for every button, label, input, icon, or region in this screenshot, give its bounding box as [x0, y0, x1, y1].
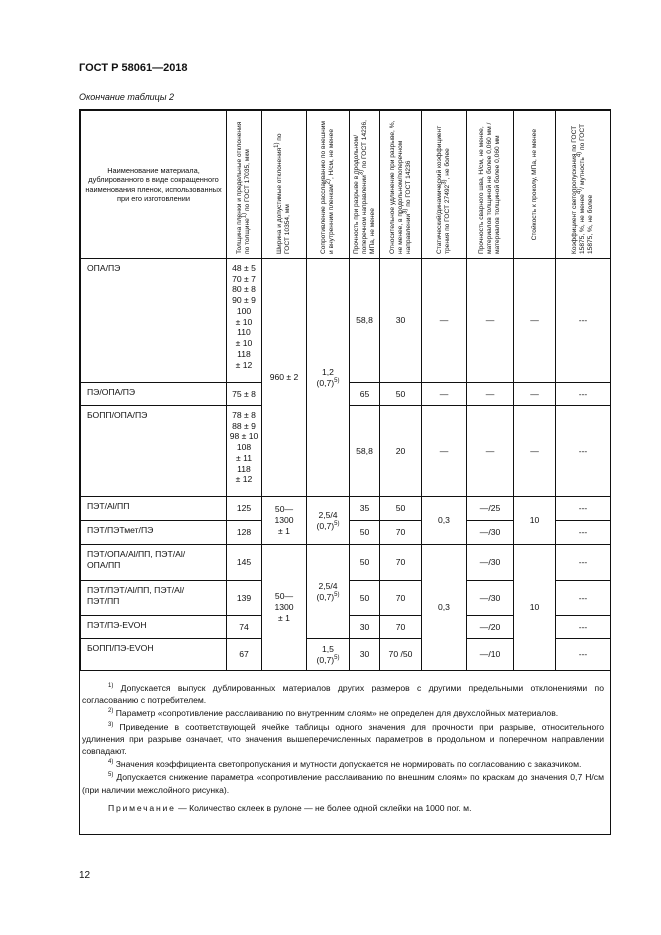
header-puncture: Стойкость к проколу, МПа, не менее — [514, 111, 556, 259]
puncture-cell: 10 — [514, 497, 556, 545]
seal-cell: —/30 — [467, 545, 514, 581]
material-name: БОПП/ОПА/ПЭ — [81, 406, 227, 497]
light-cell: --- — [556, 406, 611, 497]
seal-cell: — — [467, 259, 514, 383]
thickness-cell: 48 ± 5 70 ± 7 80 ± 8 90 ± 9 100 ± 10 110 ± 10 118 ± 12 — [227, 259, 262, 383]
friction-cell: — — [422, 383, 467, 406]
elongation-cell: 70 — [380, 616, 422, 639]
footnote-1: $^{1)}$ Допускается выпуск дублированных материалов других размеров с другими предельными отклонениями по согласованию с потребителем. — [82, 683, 604, 706]
seal-cell: —/30 — [467, 581, 514, 616]
puncture-cell: 10 — [514, 545, 556, 671]
elongation-cell: 70 — [380, 521, 422, 545]
tensile-cell: 30 — [350, 639, 380, 671]
elongation-cell: 30 — [380, 259, 422, 383]
material-name: БОПП/ПЭ-EVOH — [81, 639, 227, 671]
header-delamination: Сопротивление расслаиванию по внешним и внутренним пленкам$^{2)}$, Н/см, не менее — [307, 111, 350, 259]
tensile-cell: 35 — [350, 497, 380, 521]
thickness-cell: 75 ± 8 — [227, 383, 262, 406]
elongation-cell: 70 — [380, 581, 422, 616]
tensile-cell: 58,8 — [350, 259, 380, 383]
thickness-cell: 128 — [227, 521, 262, 545]
thickness-cell: 74 — [227, 616, 262, 639]
light-cell: --- — [556, 383, 611, 406]
thickness-cell: 139 — [227, 581, 262, 616]
light-cell: --- — [556, 497, 611, 521]
elongation-cell: 70 — [380, 545, 422, 581]
seal-cell: — — [467, 406, 514, 497]
friction-cell: 0,3 — [422, 545, 467, 671]
tensile-cell: 50 — [350, 545, 380, 581]
header-elongation: Относительное удлинение при разрыве, %, не менее, в продольном/поперечном направлении$^{3)}$ по ГОСТ 14236 — [380, 111, 422, 259]
remark-text: — Количество склеек в рулоне — не более одной склейки на 1000 пог. м. — [175, 802, 472, 813]
footnote-2: $^{2)}$ Параметр «сопротивление расслаиванию по внутренним слоям» не определен для двухслойных материалов. — [108, 708, 559, 719]
puncture-cell: — — [514, 259, 556, 383]
material-name: ПЭТ/Al/ПП — [81, 497, 227, 521]
material-name: ПЭТ/ПЭТмет/ПЭ — [81, 521, 227, 545]
light-cell: --- — [556, 639, 611, 671]
delamination-cell: 1,2 $(0,7)^{5)}$ — [307, 259, 350, 497]
seal-cell: — — [467, 383, 514, 406]
friction-cell: 0,3 — [422, 497, 467, 545]
thickness-cell: 67 — [227, 639, 262, 671]
header-light-transmission: Коэффициент светопропускания по ГОСТ 15875, %, не менее$^{4)}$/ мутность$^{4)}$ по ГОСТ 15875, %, не более — [556, 111, 611, 259]
table-remark — [82, 802, 604, 814]
thickness-cell: 125 — [227, 497, 262, 521]
tensile-cell: 30 — [350, 616, 380, 639]
elongation-cell: 20 — [380, 406, 422, 497]
header-friction: Статический/динамический коэффициент трения по ГОСТ 27492$^{3)}$, не более — [422, 111, 467, 259]
remark-label: Примечание — [108, 802, 176, 813]
header-material: Наименование материала, дублированного в виде сокращенного наименования пленок, использованных при его изготовлении — [81, 111, 227, 259]
material-name: ОПА/ПЭ — [81, 259, 227, 383]
table-row — [81, 259, 611, 383]
light-cell: --- — [556, 259, 611, 383]
footnote-4: $^{4)}$ Значения коэффициента светопропускания и мутности допускается не нормировать по согласованию с заказчиком. — [108, 759, 582, 770]
width-cell: 50— 1300 ± 1 — [262, 545, 307, 671]
material-name: ПЭТ/ПЭ-EVOH — [81, 616, 227, 639]
width-cell: 960 ± 2 — [262, 259, 307, 497]
tensile-cell: 58,8 — [350, 406, 380, 497]
header-width: Ширина и допустимые отклонения$^{1)}$ по ГОСТ 10354, мм — [262, 111, 307, 259]
header-seal-strength: Прочность сварного шва, Н/см, не менее, материалов толщиной не более 0,060 мм / материалов толщиной более 0,060 мм — [467, 111, 514, 259]
puncture-cell: — — [514, 406, 556, 497]
light-cell: --- — [556, 581, 611, 616]
tensile-cell: 50 — [350, 581, 380, 616]
tensile-cell: 65 — [350, 383, 380, 406]
tensile-cell: 50 — [350, 521, 380, 545]
material-name: ПЭТ/ПЭТ/Al/ПП, ПЭТ/Al/ ПЭТ/ПП — [81, 581, 227, 616]
header-tensile: Прочность при разрыве в продольном/поперечном направлении$^{3)}$ по ГОСТ 14236, МПа, не менее — [350, 111, 380, 259]
elongation-cell: 50 — [380, 497, 422, 521]
friction-cell: — — [422, 259, 467, 383]
footnote-5: $^{5)}$ Допускается снижение параметра «сопротивление расслаиванию по внешним слоям» по краскам до значения 0,7 Н/см (при наличии межслойного рисунка). — [82, 772, 604, 795]
footnote-3: $^{3)}$ Приведение в соответствующей ячейке таблицы одного значения для прочности при разрыве, относительного удлинения при разрыве означает, что значения вышеперечисленных параметров в продольном и поперечном направлении совпадают. — [82, 721, 604, 757]
document-code: ГОСТ Р 58061—2018 — [79, 62, 188, 74]
seal-cell: —/30 — [467, 521, 514, 545]
delamination-cell: 2,5/4 $(0,7)^{5)}$ — [307, 545, 350, 639]
light-cell: --- — [556, 616, 611, 639]
seal-cell: —/20 — [467, 616, 514, 639]
table-row — [81, 497, 611, 521]
light-cell: --- — [556, 521, 611, 545]
thickness-cell: 78 ± 8 88 ± 9 98 ± 10 108 ± 11 118 ± 12 — [227, 406, 262, 497]
elongation-cell: 70 /50 — [380, 639, 422, 671]
puncture-cell: — — [514, 383, 556, 406]
material-name: ПЭТ/ОПА/Al/ПП, ПЭТ/Al/ ОПА/ПП — [81, 545, 227, 581]
seal-cell: —/25 — [467, 497, 514, 521]
delamination-cell: 2,5/4 $(0,7)^{5)}$ — [307, 497, 350, 545]
footnotes — [82, 682, 604, 815]
properties-table — [80, 110, 611, 671]
thickness-cell: 145 — [227, 545, 262, 581]
friction-cell: — — [422, 406, 467, 497]
elongation-cell: 50 — [380, 383, 422, 406]
width-cell: 50— 1300 ± 1 — [262, 497, 307, 545]
table-caption: Окончание таблицы 2 — [79, 92, 174, 102]
header-row — [81, 111, 611, 259]
delamination-cell: 1,5 $(0,7)^{5)}$ — [307, 639, 350, 671]
seal-cell: —/10 — [467, 639, 514, 671]
material-name: ПЭ/ОПА/ПЭ — [81, 383, 227, 406]
header-thickness: Толщина пленки и предельные отклонения по толщине$^{1)}$ по ГОСТ 17035, мкм — [227, 111, 262, 259]
table-row — [81, 545, 611, 581]
page-number: 12 — [79, 870, 91, 881]
light-cell: --- — [556, 545, 611, 581]
